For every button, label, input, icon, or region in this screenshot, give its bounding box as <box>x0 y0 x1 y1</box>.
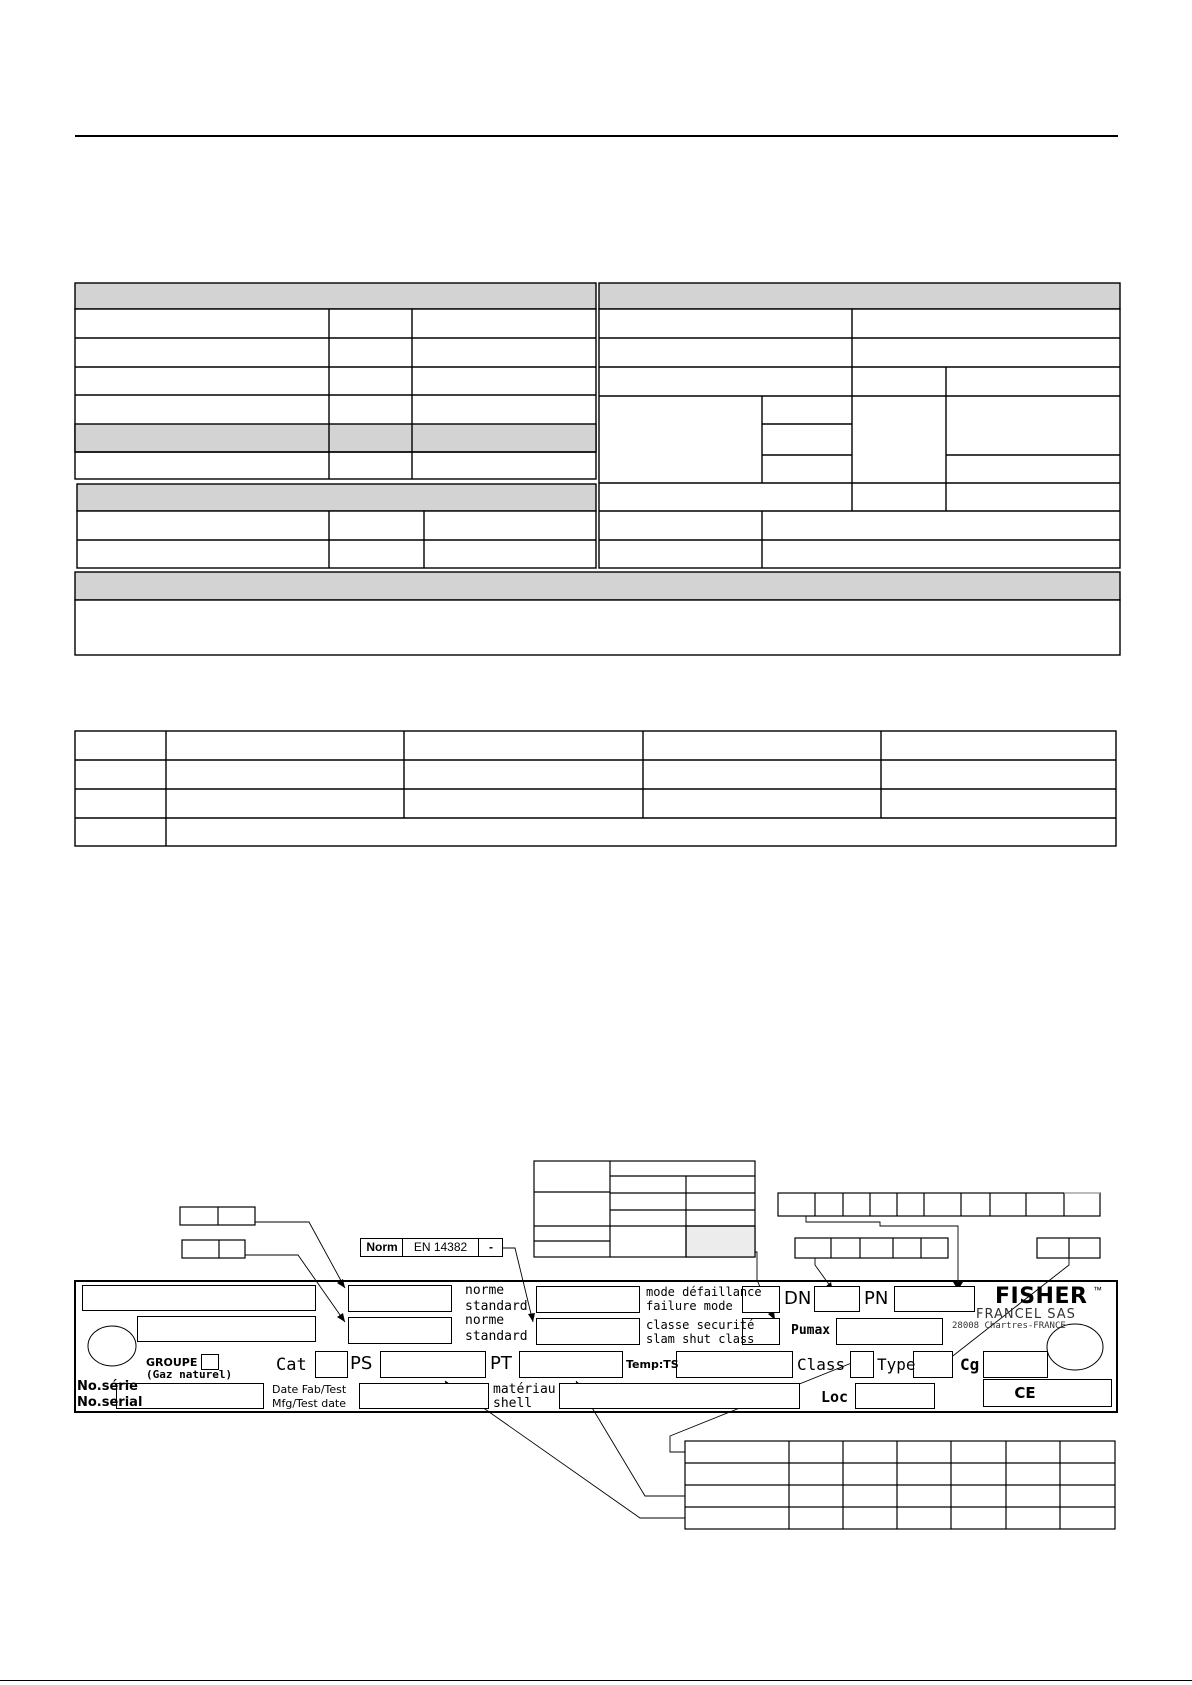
classe-securite-label: classe securité <box>646 1318 755 1332</box>
dn-field[interactable] <box>814 1286 860 1312</box>
shell-material-field[interactable] <box>559 1383 800 1409</box>
nameplate-field-model[interactable] <box>82 1285 316 1311</box>
standard-field-2[interactable] <box>536 1318 640 1345</box>
comment-area <box>75 600 1120 655</box>
pt-label: PT <box>490 1353 512 1374</box>
cat-field[interactable] <box>315 1351 348 1378</box>
date-fab-label: Date Fab/Test <box>272 1383 347 1396</box>
norme-label-2: norme <box>465 1313 505 1328</box>
second-table <box>75 731 1116 846</box>
norm-value: EN 14382 <box>403 1239 479 1256</box>
mounting-hole-left <box>88 1326 136 1366</box>
left-mid-band <box>77 484 596 511</box>
norme-field-2[interactable] <box>348 1317 452 1344</box>
type-field[interactable] <box>913 1351 953 1378</box>
type-label: Type <box>877 1355 916 1374</box>
left-lower-block <box>77 511 596 568</box>
shell-label: shell <box>493 1396 533 1411</box>
norm-label: Norm <box>362 1239 403 1256</box>
mode-defaillance-label: mode défaillance <box>646 1285 762 1299</box>
temp-ts-label: Temp:TS <box>626 1358 679 1371</box>
ps-label: PS <box>350 1353 373 1374</box>
ps-field[interactable] <box>380 1351 486 1378</box>
standard-label-2: standard <box>465 1329 528 1344</box>
company-address: 28008 Chartres-FRANCE <box>952 1321 1066 1331</box>
mfg-date-label: Mfg/Test date <box>272 1397 347 1410</box>
dn-pn-cells <box>795 1238 1100 1258</box>
norme-label-1: norme <box>465 1283 505 1298</box>
cg-label: Cg <box>960 1355 980 1374</box>
loc-label: Loc <box>821 1388 849 1406</box>
right-block <box>599 309 1120 568</box>
company-name: FRANCEL SAS <box>976 1307 1076 1322</box>
mini-table <box>534 1161 755 1257</box>
brand-tm: ™ <box>1093 1285 1102 1295</box>
temp-ts-field[interactable] <box>676 1351 793 1378</box>
class-field[interactable] <box>850 1351 874 1378</box>
slam-shut-class-label: slam shut class <box>646 1332 755 1346</box>
loc-field[interactable] <box>855 1383 935 1409</box>
pn-label: PN <box>864 1288 889 1309</box>
dn-label: DN <box>784 1288 812 1309</box>
gaz-naturel-label: (Gaz naturel) <box>146 1368 233 1381</box>
standard-label-1: standard <box>465 1299 528 1314</box>
norm-dash: - <box>489 1240 493 1254</box>
no-serie-label: No.série <box>77 1379 138 1394</box>
materiau-label: matériau <box>493 1382 556 1397</box>
full-band <box>75 572 1120 600</box>
mfg-date-field[interactable] <box>359 1383 489 1409</box>
pumax-field[interactable] <box>836 1318 943 1345</box>
right-header-band <box>599 283 1120 309</box>
groupe-label: GROUPE <box>146 1356 198 1369</box>
serial-cells <box>778 1193 1100 1216</box>
brand-logo: FISHER <box>995 1284 1088 1309</box>
cat-label: Cat <box>276 1355 307 1375</box>
pn-field[interactable] <box>894 1286 975 1312</box>
ce-box <box>983 1379 1112 1407</box>
left-small-cells <box>180 1207 255 1258</box>
pumax-label: Pumax <box>791 1323 831 1338</box>
ce-mark-icon: CE <box>1014 1384 1036 1402</box>
cg-field[interactable] <box>983 1351 1048 1378</box>
bottom-table <box>685 1441 1115 1529</box>
left-block <box>75 309 596 479</box>
left-header-band <box>75 283 596 309</box>
nameplate-field-desc[interactable] <box>137 1316 316 1342</box>
failure-mode-label: failure mode <box>646 1299 733 1313</box>
class-label: Class <box>797 1355 846 1374</box>
pt-field[interactable] <box>519 1351 623 1378</box>
norme-field-1[interactable] <box>348 1285 452 1312</box>
no-serial-label: No.serial <box>77 1395 143 1410</box>
standard-field-1[interactable] <box>536 1286 640 1313</box>
